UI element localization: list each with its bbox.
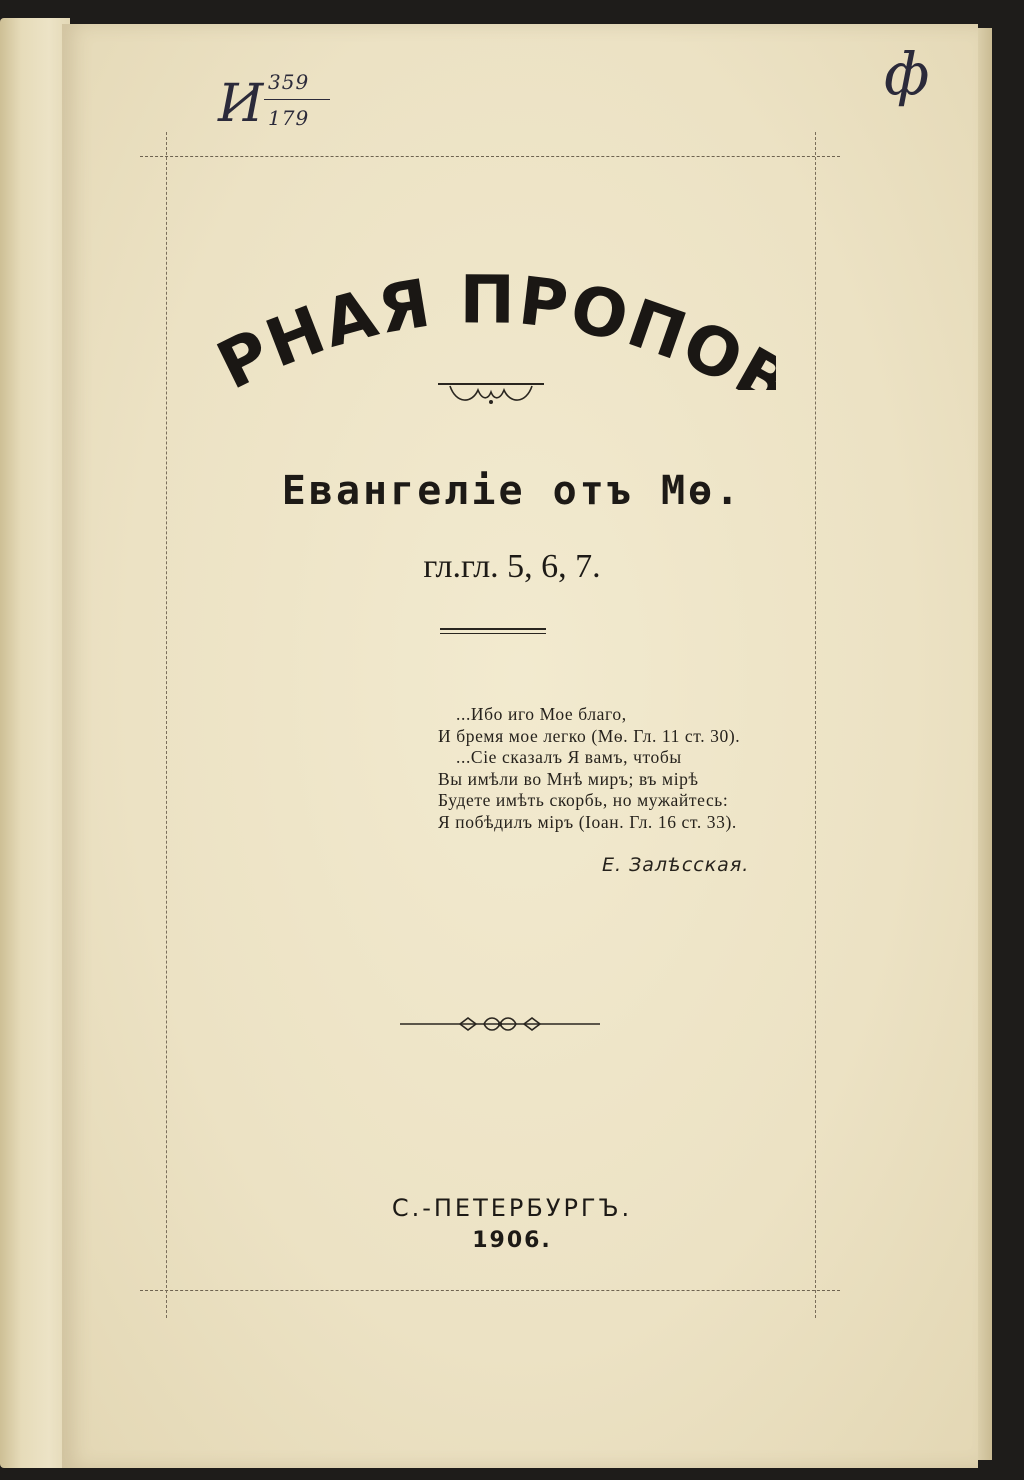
epigraph-line: Вы имѣли во Мнѣ миръ; въ мірѣ <box>438 768 699 789</box>
double-rule <box>440 628 546 637</box>
publication-city: С.-ПЕТЕРБУРГЪ. <box>391 1194 633 1222</box>
epigraph <box>438 704 838 833</box>
divider-ornament <box>398 1012 602 1036</box>
epigraph-line: Будете имѣть скорбь, но мужайтесь: <box>438 790 729 810</box>
shelf-mark-top-number: 359 <box>268 70 310 94</box>
shelf-mark-fraction-bar <box>264 99 330 100</box>
epigraph-line: ...Сіе сказалъ Я вамъ, чтобы <box>456 747 682 767</box>
title-arc <box>196 250 776 390</box>
shelf-mark-bottom-number: 179 <box>268 106 310 130</box>
title-text: РНАЯ ПРОПО <box>205 261 756 390</box>
shelf-mark-letter: И <box>218 74 264 134</box>
publication-year: 1906. <box>472 1228 552 1253</box>
epigraph-line: ...Ибо иго Мое благо, <box>456 704 627 724</box>
corner-handwritten-mark: ф <box>884 40 930 108</box>
svg-text:НАГОРНАЯ ПРОПОВѢДЬ <box>196 250 776 390</box>
title-ornament <box>436 378 546 412</box>
title <box>196 250 776 390</box>
epigraph-line: И бремя мое легко (Мѳ. Гл. 11 ст. 30). <box>438 725 741 746</box>
epigraph-line: Я побѣдилъ міръ (Іоан. Гл. 16 ст. 33). <box>438 811 737 832</box>
author: Е. Залѣсская. <box>602 854 750 876</box>
subtitle: Евангеліе отъ Мѳ. <box>281 468 743 514</box>
chapters: гл.гл. 5, 6, 7. <box>423 548 601 585</box>
